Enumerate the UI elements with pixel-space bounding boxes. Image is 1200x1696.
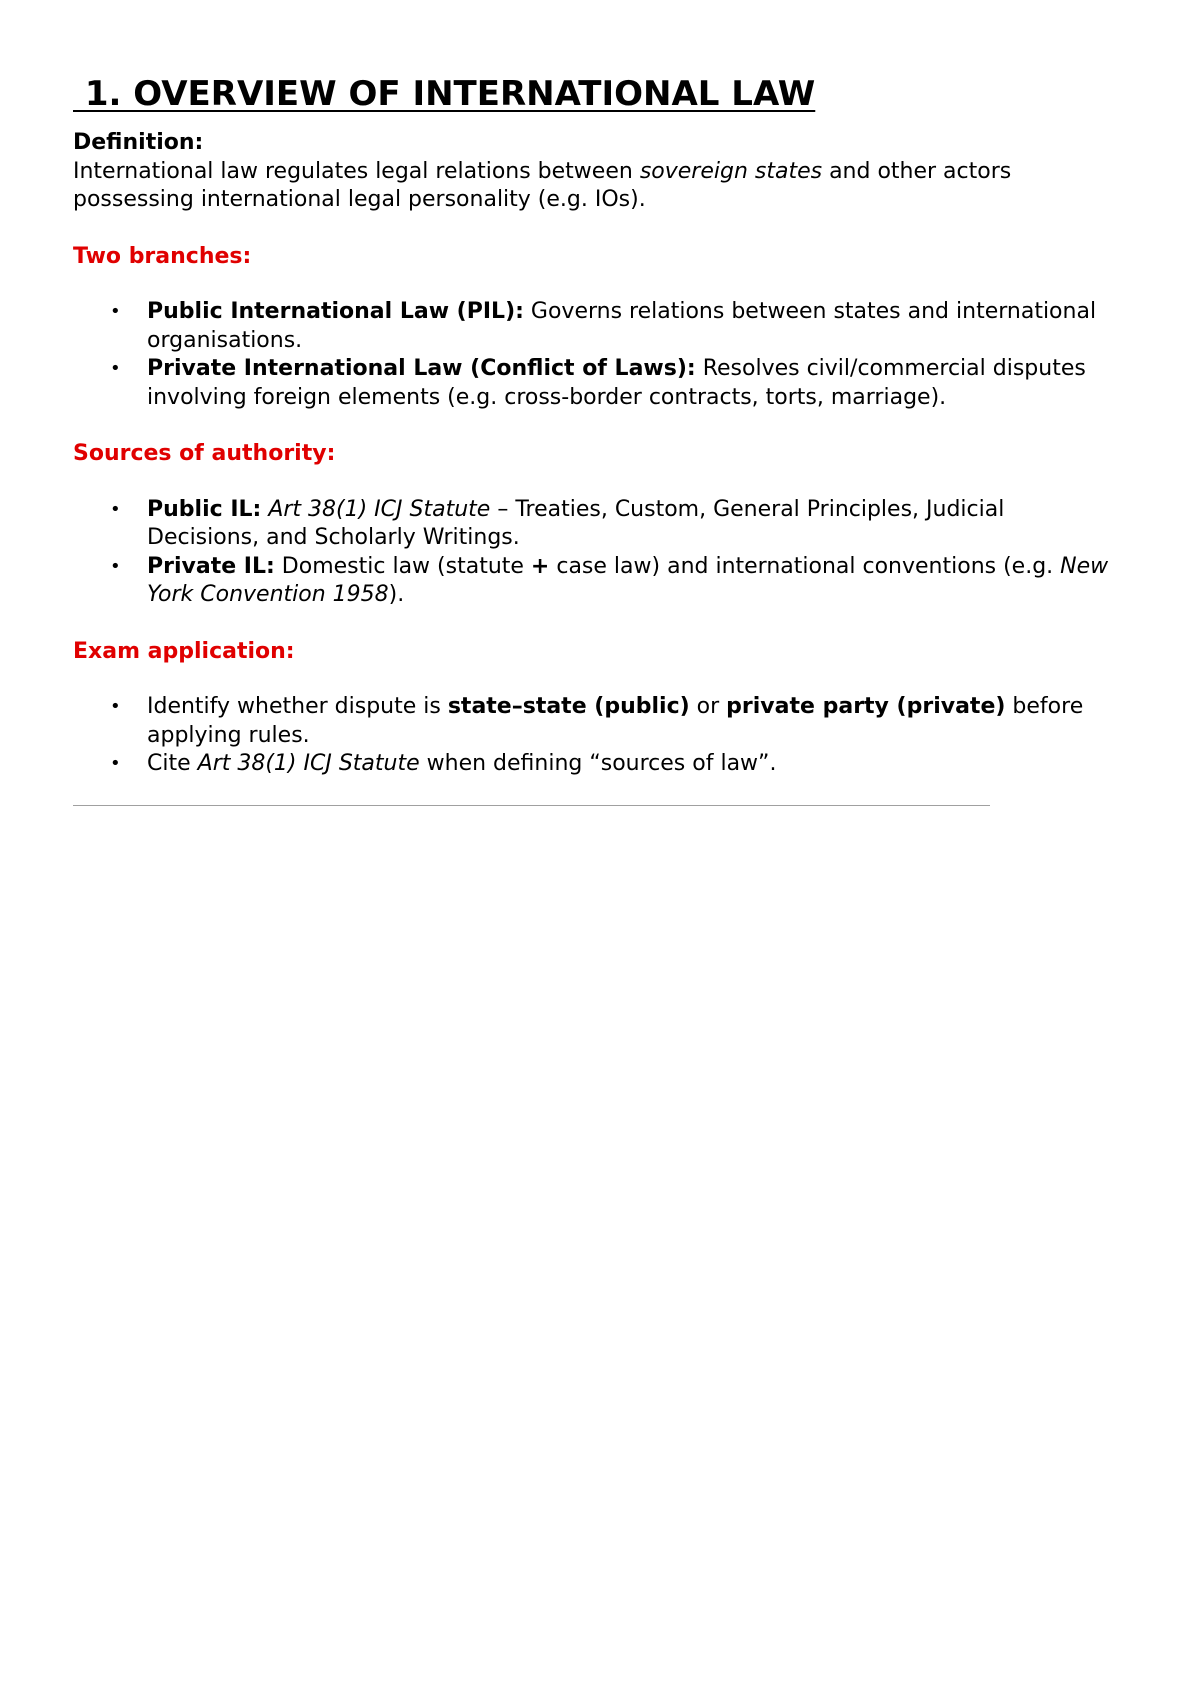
list-item bbox=[73, 693, 1120, 750]
definition-text-part: and other actors possessing international legal personality (e.g. IOs). bbox=[73, 158, 1012, 212]
list-item bbox=[73, 298, 1120, 355]
section-heading-branches: Two branches: bbox=[73, 243, 252, 269]
item-bold-term: state–state (public) bbox=[447, 694, 690, 719]
bullet-icon: • bbox=[110, 498, 121, 520]
item-italic-citation: Art 38(1) ICJ Statute bbox=[261, 496, 491, 522]
section-heading-sources: Sources of authority: bbox=[73, 441, 336, 466]
bullet-icon: • bbox=[110, 555, 121, 577]
item-text: before applying rules. bbox=[147, 694, 1084, 748]
definition-text bbox=[73, 158, 1120, 215]
item-text: – Treaties, Custom, General Principles, Judicial Decisions, and Scholarly Writings. bbox=[147, 496, 1005, 550]
item-text: when defining “sources of law”. bbox=[419, 751, 777, 776]
bullet-icon: • bbox=[110, 753, 121, 774]
item-text: Cite bbox=[147, 751, 198, 776]
list-item bbox=[73, 496, 1120, 553]
item-text: or bbox=[689, 694, 727, 719]
definition-text-part: International law regulates legal relations between bbox=[73, 158, 640, 184]
item-italic-citation: New York Convention 1958 bbox=[147, 553, 1109, 607]
item-bold-term: private party (private) bbox=[726, 694, 1006, 719]
item-text: case law) and international conventions (e.g. bbox=[549, 553, 1061, 579]
definition-label: Definition: bbox=[73, 130, 204, 155]
bullet-icon: • bbox=[110, 696, 121, 717]
item-bold-term: Private IL: bbox=[147, 553, 275, 579]
item-italic-citation: Art 38(1) ICJ Statute bbox=[197, 751, 420, 776]
item-bold-term: Private International Law (Conflict of Laws): bbox=[147, 356, 696, 381]
horizontal-rule bbox=[73, 805, 990, 806]
section-heading-exam: Exam application: bbox=[73, 638, 295, 664]
list-item bbox=[73, 750, 1120, 779]
item-text: Domestic law (statute bbox=[274, 553, 531, 579]
item-text: ). bbox=[388, 582, 405, 607]
bullet-icon: • bbox=[110, 301, 121, 322]
list-item bbox=[73, 553, 1120, 610]
item-text: Resolves civil/commercial disputes involving foreign elements (e.g. cross-border contracts, torts, marriage). bbox=[147, 356, 1086, 410]
item-bold-term: Public International Law (PIL): bbox=[147, 299, 524, 324]
definition-italic-term: sovereign states bbox=[639, 158, 823, 184]
bullet-icon: • bbox=[110, 358, 121, 379]
definition-block bbox=[73, 129, 1120, 215]
branches-list bbox=[73, 298, 1120, 412]
item-text: Governs relations between states and international organisations. bbox=[147, 299, 1097, 353]
item-bold-term: Public IL: bbox=[147, 496, 262, 522]
item-text: Identify whether dispute is bbox=[147, 694, 448, 719]
document-title: 1. OVERVIEW OF INTERNATIONAL LAW bbox=[73, 74, 816, 114]
list-item bbox=[73, 355, 1120, 412]
exam-list bbox=[73, 693, 1120, 779]
sources-list bbox=[73, 496, 1120, 610]
plus-sign: + bbox=[530, 553, 550, 579]
